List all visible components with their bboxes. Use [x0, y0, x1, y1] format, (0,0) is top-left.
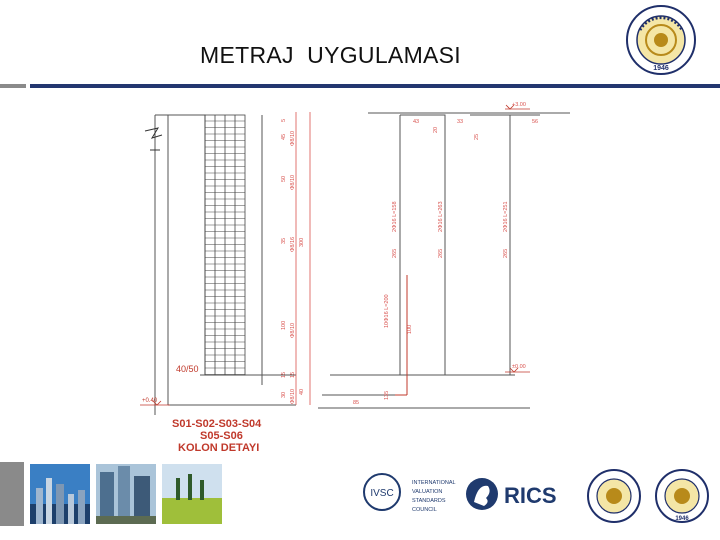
bar-label-4: 10Φ16 L=200 [384, 294, 390, 328]
dim-rebar-3: Φ8/16 [290, 236, 296, 252]
ivsc-mark: IVSC [370, 488, 394, 499]
dim-20: 20 [433, 126, 439, 133]
caption-line-2: S05-S06 [200, 430, 243, 442]
caption-line-1: S01-S02-S03-S04 [172, 418, 262, 430]
dim-25: 25 [474, 133, 480, 140]
dim-5: 5 [281, 118, 287, 122]
dim-45: 45 [281, 133, 287, 140]
dim-35: 35 [281, 237, 287, 244]
dim-15a: 15 [281, 371, 287, 378]
column-outline [155, 115, 262, 375]
column-detail-drawing [0, 96, 720, 461]
caption-line-3: KOLON DETAYI [178, 442, 260, 454]
dim-100: 100 [281, 320, 287, 330]
dim-50: 50 [281, 175, 287, 182]
ivsc-line-4: COUNCIL [412, 507, 437, 513]
green-field-photo [162, 464, 222, 524]
dim-rebar-1: Φ8/10 [290, 130, 296, 146]
break-mark [145, 128, 162, 138]
footer-strip [0, 462, 720, 540]
ivsc-line-1: INTERNATIONAL [412, 480, 456, 486]
footer-seal-year: 1946 [675, 516, 689, 522]
dim-33: 33 [457, 119, 464, 125]
dim-56: 56 [532, 119, 539, 125]
dim-85: 85 [353, 400, 360, 406]
dim-300: 300 [299, 237, 305, 247]
dim-rebar-4: Φ8/10 [290, 322, 296, 338]
ankara-university-seal-right [656, 470, 708, 522]
seal-year: 1946 [653, 65, 669, 72]
bar-label-2: 2Φ16 L=263 [438, 201, 444, 232]
bottom-level: ±0.00 [512, 364, 526, 370]
ivsc-logo [364, 474, 456, 513]
dim-43: 43 [413, 119, 420, 125]
rics-mark: RICS [504, 483, 557, 508]
stirrup-grid [205, 115, 245, 375]
slide-title: METRAJ UYGULAMASI [200, 42, 461, 68]
ankara-university-seal-logo [622, 4, 700, 76]
bar-dim-1: 265 [392, 248, 398, 258]
footer-left-bar [0, 462, 24, 526]
office-towers-photo [96, 464, 156, 524]
bar-label-3: 2Φ16 L=251 [503, 201, 509, 232]
dim-40: 40 [299, 388, 305, 395]
bar-1 [470, 115, 510, 375]
footing-level: +0.40 [142, 398, 158, 404]
dim-30: 30 [281, 391, 287, 398]
ankara-university-seal-left [588, 470, 640, 522]
bar-dim-2: 265 [438, 248, 444, 258]
column-size-label: 40/50 [176, 364, 199, 374]
city-skyline-photo [30, 464, 90, 524]
ivsc-line-3: STANDARDS [412, 498, 446, 504]
dim-rebar-2: Φ8/10 [290, 174, 296, 190]
rics-logo [466, 478, 557, 510]
top-level: +3.00 [512, 102, 526, 108]
ivsc-line-2: VALUATION [412, 489, 443, 495]
dim-15b: 15 [290, 371, 296, 378]
bar-dim-4: 100 [407, 324, 413, 334]
title-rule-left [0, 84, 26, 88]
dim-135: 135 [384, 390, 390, 400]
sponsor-logos [352, 462, 720, 528]
bar-dim-3: 265 [503, 248, 509, 258]
bar-label-1: 2Φ16 L=158 [392, 201, 398, 232]
dim-rebar-5: Φ8/10 [290, 388, 296, 404]
title-rule [30, 84, 720, 88]
